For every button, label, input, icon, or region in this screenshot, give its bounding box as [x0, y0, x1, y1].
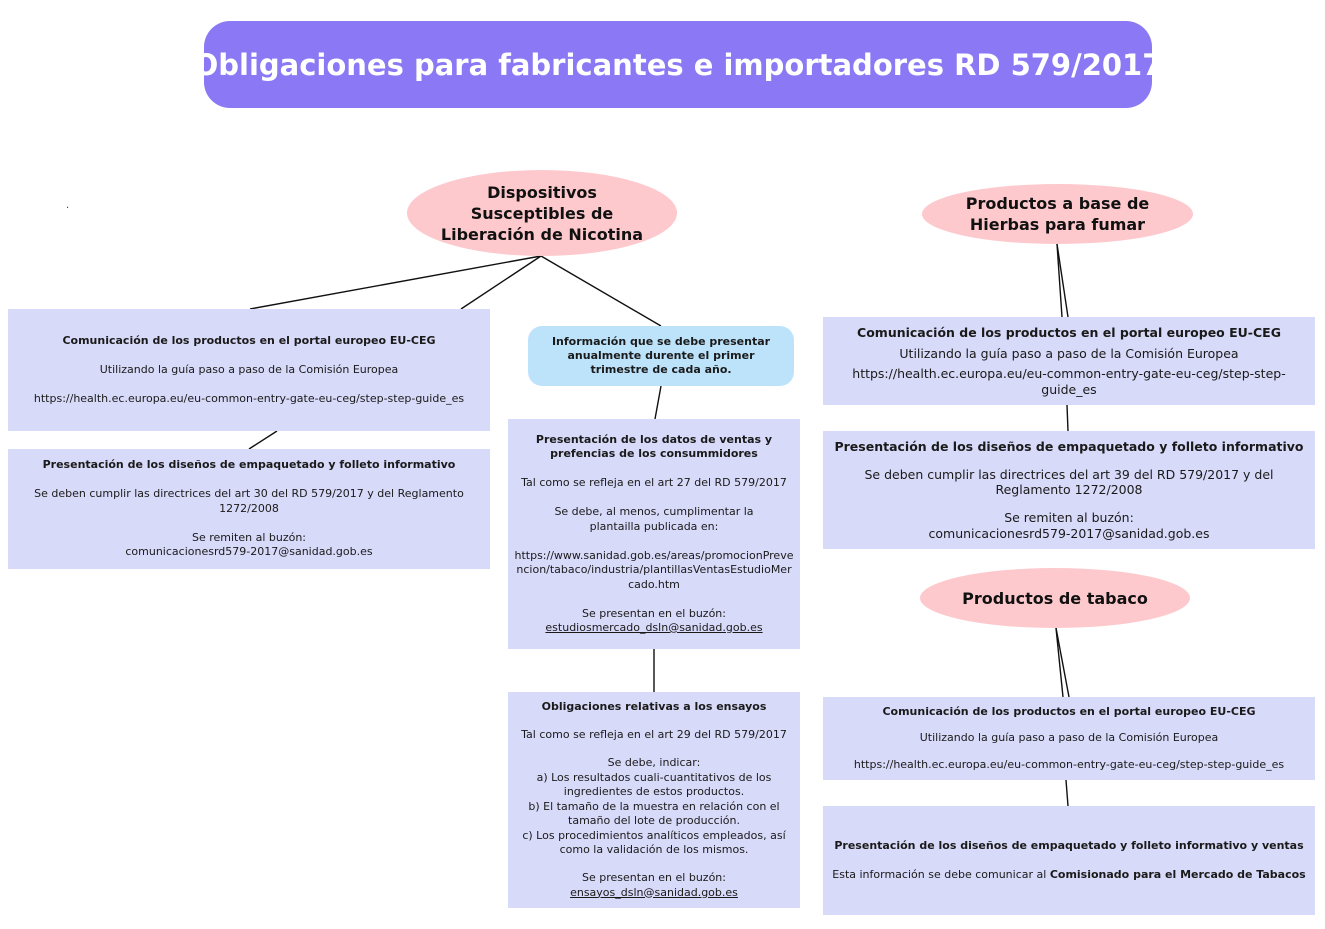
tabaco-packaging-text-prefix: Esta información se debe comunicar al: [832, 867, 1050, 881]
dsln-ensayos-item-c: c) Los procedimientos analíticos empleados, así como la validación de los mismos.: [522, 828, 786, 856]
connector-hierbas-euceg-2: [1057, 244, 1068, 317]
dsln-euceg-title: Comunicación de los productos en el portal europeo EU-CEG: [62, 333, 436, 347]
node-hierbas: Productos a base de Hierbas para fumar: [922, 184, 1193, 244]
hierbas-packaging-title: Presentación de los diseños de empaquetado y folleto informativo: [834, 439, 1304, 454]
dsln-ventas-title: Presentación de los datos de ventas y prefencias de los consummidores: [535, 432, 773, 460]
hierbas-euceg-url[interactable]: https://health.ec.europa.eu/eu-common-entry-gate-eu-ceg/step-step-guide_es: [852, 366, 1286, 397]
dsln-ensayos-item-b: b) El tamaño de la muestra en relación con el tamaño del lote de producción.: [528, 799, 780, 827]
hierbas-euceg-guide-text: Utilizando la guía paso a paso de la Comisión Europea: [899, 345, 1239, 361]
tabaco-euceg-guide-text: Utilizando la guía paso a paso de la Comisión Europea: [919, 731, 1219, 745]
connector-tabaco-packaging: [1066, 780, 1068, 806]
connector-dsln-euceg: [250, 256, 541, 309]
dsln-ensayos-indicate: Se debe, indicar:: [607, 756, 701, 769]
dsln-packaging-guidelines: Se deben cumplir las directrices del art 30 del RD 579/2017 y del Reglamento 1272/2008: [34, 487, 464, 515]
diagram-title: Obligaciones para fabricantes e importadores RD 579/2017: [204, 21, 1152, 108]
dsln-ensayos-item-a: a) Los resultados cuali-cuantitativos de los ingredientes de estos productos.: [536, 770, 772, 798]
dsln-ventas-url[interactable]: https://www.sanidad.gob.es/areas/promocionPrevencion/tabaco/industria/plantillasVentasEstudioMercado.htm: [514, 548, 794, 591]
tabaco-packaging-text: [829, 868, 1309, 883]
dsln-ensayos-email[interactable]: ensayos_dsln@sanidad.gob.es: [570, 885, 738, 899]
hierbas-euceg-box: [823, 317, 1315, 405]
dsln-ventas-email[interactable]: estudiosmercado_dsln@sanidad.gob.es: [545, 621, 763, 634]
hierbas-packaging-email[interactable]: comunicacionesrd579-2017@sanidad.gob.es: [928, 525, 1210, 541]
dsln-ventas-box: [508, 419, 800, 649]
dsln-euceg-box: [8, 309, 490, 431]
dsln-ventas-mailbox-label: Se presentan en el buzón:: [582, 606, 726, 620]
tabaco-euceg-box: [823, 697, 1315, 780]
tabaco-packaging-commission: Comisionado para el Mercado de Tabacos: [1049, 867, 1306, 881]
hierbas-euceg-title: Comunicación de los productos en el portal europeo EU-CEG: [857, 325, 1281, 340]
dsln-ensayos-mailbox-label: Se presentan en el buzón:: [582, 871, 726, 884]
connector-hierbas-packaging: [1067, 405, 1068, 431]
hierbas-packaging-box: [823, 431, 1315, 549]
tabaco-euceg-title: Comunicación de los productos en el portal europeo EU-CEG: [882, 705, 1256, 718]
connector-info-ventas: [655, 386, 661, 419]
dsln-ensayos-title: Obligaciones relativas a los ensayos: [541, 700, 767, 713]
dsln-ensayos-article: Tal como se refleja en el art 29 del RD 579/2017: [521, 728, 787, 741]
hierbas-packaging-mailbox-label: Se remiten al buzón:: [1004, 510, 1134, 525]
dsln-euceg-guide-text: Utilizando la guía paso a paso de la Comisión Europea: [99, 362, 399, 376]
hierbas-packaging-guidelines: Se deben cumplir las directrices del art 39 del RD 579/2017 y del Reglamento 1272/2008: [864, 466, 1274, 498]
dsln-ensayos-box: [508, 692, 800, 908]
node-tabaco: Productos de tabaco: [920, 568, 1190, 628]
tabaco-packaging-title: Presentación de los diseños de empaquetado y folleto informativo y ventas: [834, 838, 1304, 852]
dsln-packaging-title: Presentación de los diseños de empaquetado y folleto informativo: [42, 458, 456, 472]
annual-info-note: Información que se debe presentar anualmente durente el primer trimestre de cada año.: [528, 326, 794, 386]
dsln-euceg-url[interactable]: https://health.ec.europa.eu/eu-common-entry-gate-eu-ceg/step-step-guide_es: [33, 391, 465, 405]
tabaco-euceg-url[interactable]: https://health.ec.europa.eu/eu-common-entry-gate-eu-ceg/step-step-guide_es: [853, 757, 1285, 771]
dsln-ventas-template-text: Se debe, al menos, cumplimentar la plantailla publicada en:: [554, 505, 754, 533]
dsln-packaging-box: [8, 449, 490, 569]
dsln-ventas-article: Tal como se refleja en el art 27 del RD 579/2017: [521, 476, 787, 489]
stray-dot: .: [66, 200, 70, 211]
dsln-packaging-email[interactable]: comunicacionesrd579-2017@sanidad.gob.es: [125, 545, 373, 559]
node-dsln: Dispositivos Susceptibles de Liberación de Nicotina: [407, 170, 677, 256]
connector-hierbas-euceg: [1057, 244, 1062, 317]
connector-euceg-packaging: [249, 431, 277, 449]
tabaco-packaging-box: [823, 806, 1315, 915]
dsln-packaging-mailbox-label: Se remiten al buzón:: [191, 530, 307, 544]
connector-dsln-info: [541, 256, 661, 326]
